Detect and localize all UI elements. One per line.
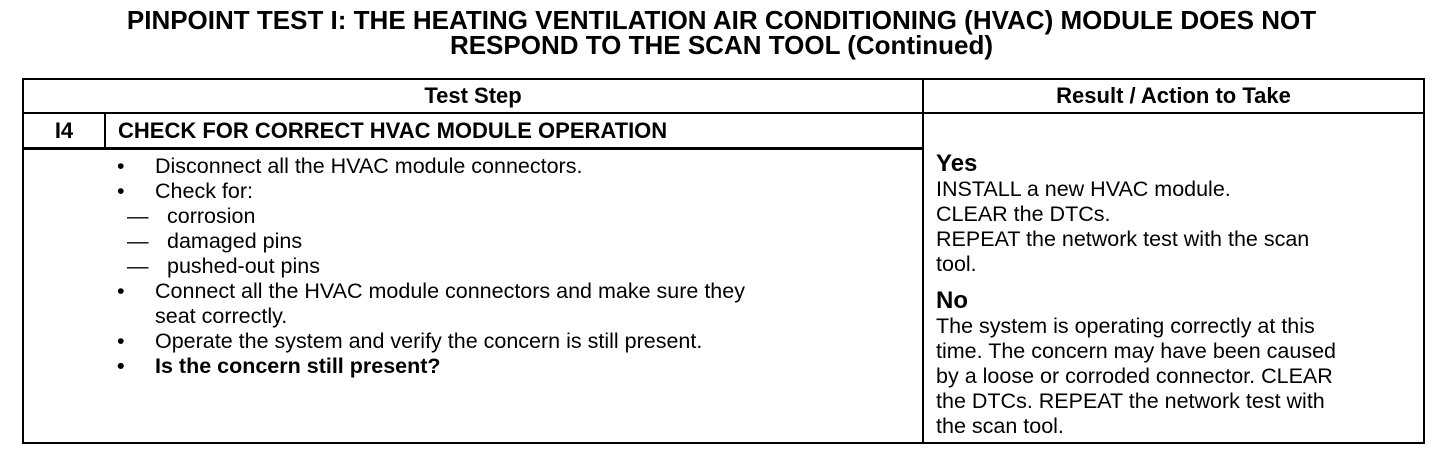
title-line-1: PINPOINT TEST I: THE HEATING VENTILATION AIR CONDITIONING (HVAC) MODULE DOES NOT [126, 5, 1317, 35]
check-sublist [117, 204, 922, 279]
list-item: • Disconnect all the HVAC module connectors. [117, 154, 583, 178]
bullet-icon: • [117, 354, 125, 378]
no-line: by a loose or corroded connector. CLEAR [936, 364, 1333, 388]
step-instructions [105, 154, 922, 379]
yes-line: INSTALL a new HVAC module. [936, 177, 1231, 201]
no-line: the DTCs. REPEAT the network test with [936, 389, 1325, 413]
sub-item: — damaged pins [127, 229, 303, 253]
yes-line: tool. [936, 252, 977, 276]
step-id: I4 [23, 113, 105, 149]
sub-item: — corrosion [127, 204, 256, 228]
dash-icon: — [127, 254, 149, 278]
pinpoint-test-table [22, 78, 1425, 444]
list-item: • Operate the system and verify the concern is still present. [117, 329, 703, 353]
step-title: CHECK FOR CORRECT HVAC MODULE OPERATION [105, 113, 923, 149]
dash-icon: — [127, 229, 149, 253]
result-header: Result / Action to Take [923, 79, 1424, 113]
bullet-icon: • [117, 179, 125, 203]
step-title-row [23, 113, 1424, 149]
no-label: No [936, 287, 969, 314]
sub-item: — pushed-out pins [127, 254, 320, 278]
bullet-icon: • [117, 329, 125, 353]
yes-line: REPEAT the network test with the scan [936, 227, 1310, 251]
no-line: time. The concern may have been caused [936, 339, 1336, 363]
no-line: The system is operating correctly at this [936, 314, 1315, 338]
title-line-2: RESPOND TO THE SCAN TOOL (Continued) [449, 30, 994, 60]
no-line: the scan tool. [936, 414, 1064, 438]
step-body [105, 149, 923, 444]
bullet-icon: • [117, 154, 125, 178]
list-item: • Connect all the HVAC module connectors and make sure they seat correctly. [117, 279, 745, 328]
dash-icon: — [127, 204, 149, 228]
yes-line: CLEAR the DTCs. [936, 202, 1111, 226]
header-row [23, 79, 1424, 113]
page-title [0, 5, 1443, 60]
result-cell [923, 113, 1424, 443]
list-item: • Check for: — corrosion — damaged pins — pushed-out pins [117, 179, 922, 279]
test-step-header: Test Step [23, 79, 923, 113]
list-item: • Is the concern still present? [117, 354, 441, 378]
yes-label: Yes [936, 150, 978, 177]
step-id-spacer [23, 149, 105, 444]
bullet-icon: • [117, 279, 125, 303]
